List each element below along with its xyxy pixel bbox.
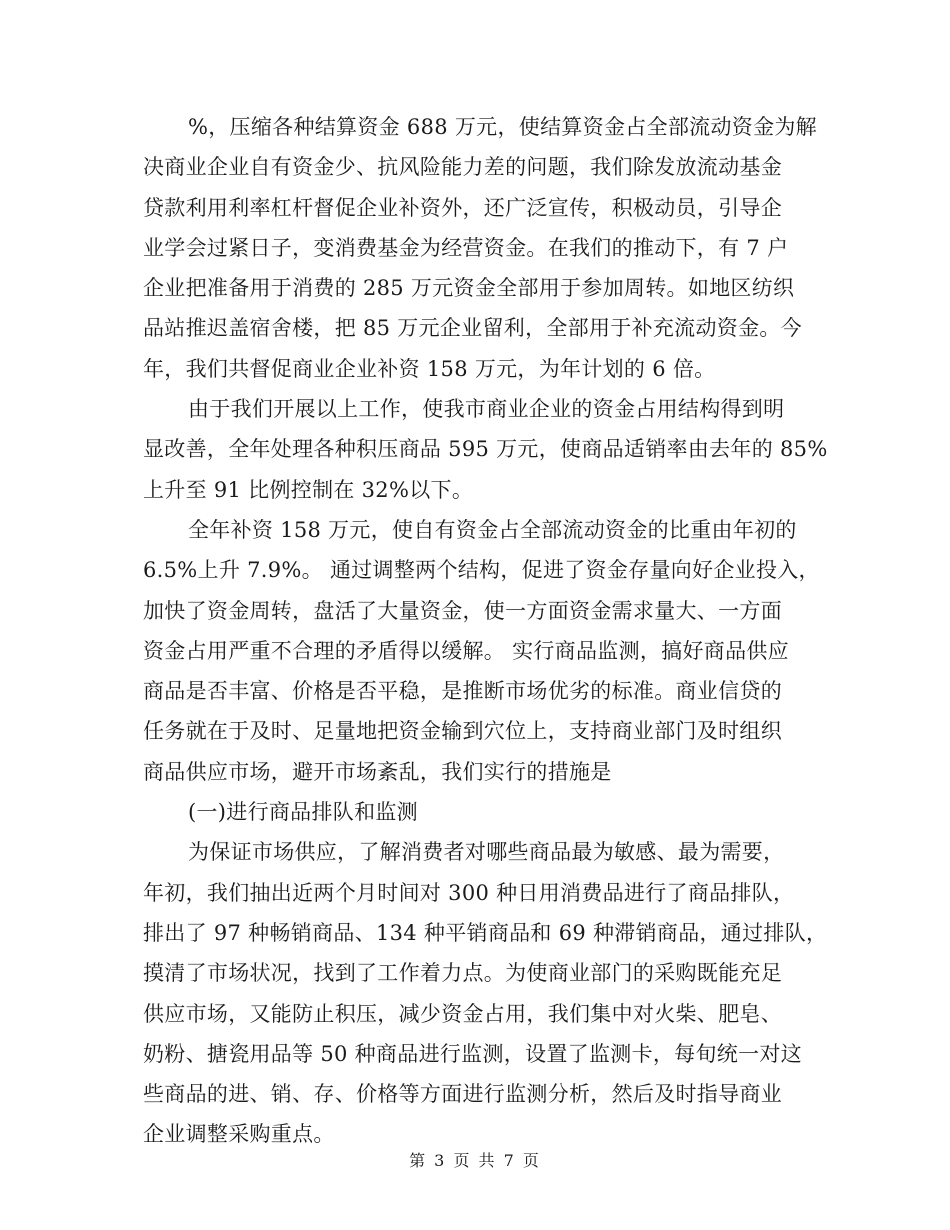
text-line: 任务就在于及时、足量地把资金输到穴位上，支持商业部门及时组织	[143, 719, 782, 744]
text-line: 排出了 97 种畅销商品、134 种平销商品和 69 种滞销商品，通过排队，	[143, 920, 828, 945]
paragraph	[143, 510, 820, 792]
text-line: 资金占用严重不合理的矛盾得以缓解。 实行商品监测，搞好商品供应	[143, 638, 789, 663]
paragraph	[143, 107, 817, 389]
text-line: 商品供应市场，避开市场紊乱，我们实行的措施是	[143, 759, 612, 784]
text-line: 由于我们开展以上工作，使我市商业企业的资金占用结构得到明	[188, 397, 785, 422]
text-line: 年初，我们抽出近两个月时间对 300 种日用消费品进行了商品排队，	[143, 880, 795, 905]
text-line: 企业调整采购重点。	[143, 1122, 335, 1147]
text-line: 品站推迟盖宿舍楼，把 85 万元企业留利，全部用于补充流动资金。今	[143, 316, 802, 341]
text-line: 些商品的进、销、存、价格等方面进行监测分析，然后及时指导商业	[143, 1082, 782, 1107]
text-line: 上升至 91 比例控制在 32%以下。	[143, 477, 474, 502]
text-line: %，压缩各种结算资金 688 万元，使结算资金占全部流动资金为解	[188, 115, 817, 139]
document-body	[143, 107, 828, 1155]
text-line: 加快了资金周转，盘活了大量资金，使一方面资金需求量大、一方面	[143, 598, 782, 623]
text-line: (一)进行商品排队和监测	[188, 800, 418, 825]
text-line: 显改善，全年处理各种积压商品 595 万元，使商品适销率由去年的 85%	[143, 437, 828, 462]
text-line: 商品是否丰富、价格是否平稳，是推断市场优劣的标准。商业信贷的	[143, 679, 782, 704]
text-line: 年，我们共督促商业企业补资 158 万元，为年计划的 6 倍。	[143, 356, 716, 381]
text-line: 为保证市场供应，了解消费者对哪些商品最为敏感、最为需要，	[188, 840, 785, 865]
text-line: 业学会过紧日子，变消费基金为经营资金。在我们的推动下，有 7 户	[143, 235, 789, 260]
page-number-footer: 第 3 页 共 7 页	[409, 1151, 541, 1170]
paragraph	[143, 792, 808, 832]
text-line: 奶粉、搪瓷用品等 50 种商品进行监测，设置了监测卡，每旬统一对这	[143, 1041, 802, 1066]
paragraph	[143, 832, 828, 1154]
text-line: 供应市场，又能防止积压，减少资金占用，我们集中对火柴、肥皂、	[143, 1001, 782, 1026]
paragraph	[143, 389, 828, 510]
text-line: 全年补资 158 万元，使自有资金占全部流动资金的比重由年初的	[188, 517, 797, 542]
text-line: 贷款利用利率杠杆督促企业补资外，还广泛宣传，积极动员，引导企	[143, 195, 782, 220]
text-line: 6.5%上升 7.9%。 通过调整两个结构，促进了资金存量向好企业投入，	[143, 558, 820, 583]
text-line: 决商业企业自有资金少、抗风险能力差的问题，我们除发放流动基金	[143, 155, 782, 180]
text-line: 企业把准备用于消费的 285 万元资金全部用于参加周转。如地区纺织	[143, 276, 795, 301]
text-line: 摸清了市场状况，找到了工作着力点。为使商业部门的采购既能充足	[143, 961, 782, 986]
